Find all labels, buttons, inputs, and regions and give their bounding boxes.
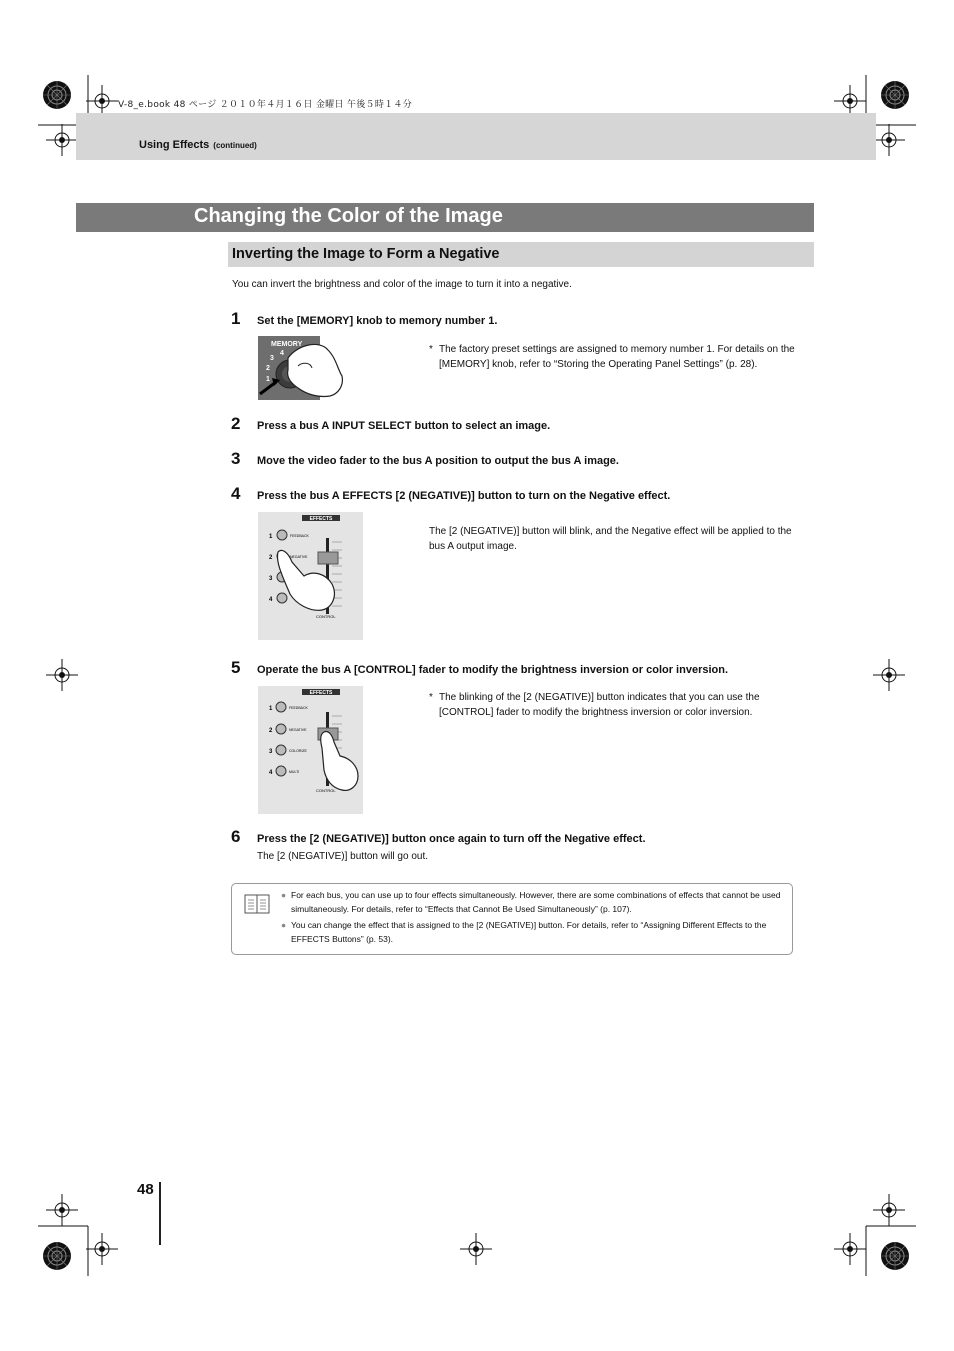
step-number: 3 bbox=[231, 449, 241, 468]
note-asterisk: * bbox=[429, 692, 433, 703]
step-text: Press the bus A EFFECTS [2 (NEGATIVE)] button to turn on the Negative effect. bbox=[257, 490, 671, 502]
effect-num: 3 bbox=[269, 576, 273, 582]
note-step5 bbox=[429, 691, 799, 721]
note-body: The factory preset settings are assigned to memory number 1. For details on the [MEMORY] knob, refer to “Storing the Operating Panel Settings” (p. 28). bbox=[439, 344, 795, 370]
effect-num: 3 bbox=[269, 749, 273, 755]
control-label: CONTROL bbox=[316, 788, 336, 793]
tip-bullet: ● bbox=[281, 920, 287, 930]
effect-label: FEEDBACK bbox=[289, 706, 308, 710]
intro-text: You can invert the brightness and color of the image to turn it into a negative. bbox=[232, 279, 572, 290]
step-number: 2 bbox=[231, 414, 241, 433]
tip-bullet: ● bbox=[281, 890, 287, 900]
memory-num-4: 4 bbox=[280, 350, 284, 357]
subsection-title-bar bbox=[228, 242, 814, 267]
print-header: V-8_e.book 48 ページ ２０１０年４月１６日 金曜日 午後５時１４分 bbox=[118, 100, 413, 110]
running-head-title: Using Effects bbox=[139, 139, 210, 151]
step-text: Press a bus A INPUT SELECT button to select an image. bbox=[257, 420, 551, 432]
running-head-sub: (continued) bbox=[213, 141, 257, 150]
effect-label: MULTI bbox=[289, 770, 300, 774]
step-number: 5 bbox=[231, 658, 241, 677]
effect-label: NEGATIVE bbox=[290, 555, 308, 559]
page-number: 48 bbox=[137, 1181, 154, 1198]
effects-panel-illustration bbox=[258, 512, 363, 640]
page-number-rule bbox=[159, 1182, 161, 1245]
step-text: Press the [2 (NEGATIVE)] button once again to turn off the Negative effect. bbox=[257, 833, 646, 845]
step-text: Set the [MEMORY] knob to memory number 1. bbox=[257, 315, 498, 327]
header-band bbox=[76, 113, 876, 160]
memory-num-3: 3 bbox=[270, 355, 274, 362]
effect-num: 2 bbox=[269, 728, 273, 734]
control-fader-illustration bbox=[258, 686, 363, 814]
effect-num: 1 bbox=[269, 706, 273, 712]
effect-num: 4 bbox=[269, 597, 273, 603]
effect-num: 1 bbox=[269, 534, 273, 540]
effects-header: EFFECTS bbox=[309, 690, 333, 696]
memory-label: MEMORY bbox=[271, 341, 303, 348]
memory-num-1: 1 bbox=[266, 376, 270, 383]
book-icon bbox=[244, 894, 270, 914]
note-body: The blinking of the [2 (NEGATIVE)] button indicates that you can use the [CONTROL] fader to modify the brightness inversion or color inversion. bbox=[439, 692, 760, 718]
effect-num: 2 bbox=[269, 555, 273, 561]
note-step4 bbox=[429, 525, 799, 555]
note-step6: The [2 (NEGATIVE)] button will go out. bbox=[257, 851, 428, 862]
reference-box bbox=[231, 883, 793, 955]
running-head bbox=[139, 139, 257, 151]
step-number: 1 bbox=[231, 309, 241, 328]
effect-num: 4 bbox=[269, 770, 273, 776]
control-label: CONTROL bbox=[316, 614, 336, 619]
effect-label: NEGATIVE bbox=[289, 728, 307, 732]
note-body: The [2 (NEGATIVE)] button will blink, and the Negative effect will be applied to the bus A output image. bbox=[429, 526, 792, 552]
tip-item bbox=[281, 919, 781, 946]
memory-knob-illustration bbox=[258, 336, 350, 400]
step-number: 4 bbox=[231, 484, 241, 503]
memory-num-2: 2 bbox=[266, 365, 270, 372]
tip-text: You can change the effect that is assigned to the [2 (NEGATIVE)] button. For details, refer to “Assigning Different Effects to the EFFECTS Buttons” (p. 53). bbox=[291, 920, 767, 944]
tip-text: For each bus, you can use up to four effects simultaneously. However, there are some combinations of effects that cannot be used simultaneously. For details, refer to “Effects that Cannot Be Used Simultaneously” (p. 107). bbox=[291, 890, 781, 914]
note-asterisk: * bbox=[429, 344, 433, 355]
tip-item bbox=[281, 889, 781, 916]
section-title: Changing the Color of the Image bbox=[194, 205, 503, 227]
effect-label: FEEDBACK bbox=[290, 534, 309, 538]
effects-header: EFFECTS bbox=[309, 516, 333, 522]
effect-label: COLORIZE bbox=[289, 749, 307, 753]
subsection-title: Inverting the Image to Form a Negative bbox=[232, 246, 500, 262]
section-title-bar bbox=[76, 203, 814, 232]
note-step1 bbox=[429, 343, 799, 373]
step-text: Operate the bus A [CONTROL] fader to modify the brightness inversion or color inversion. bbox=[257, 664, 729, 676]
step-number: 6 bbox=[231, 827, 241, 846]
step-text: Move the video fader to the bus A position to output the bus A image. bbox=[257, 455, 619, 467]
